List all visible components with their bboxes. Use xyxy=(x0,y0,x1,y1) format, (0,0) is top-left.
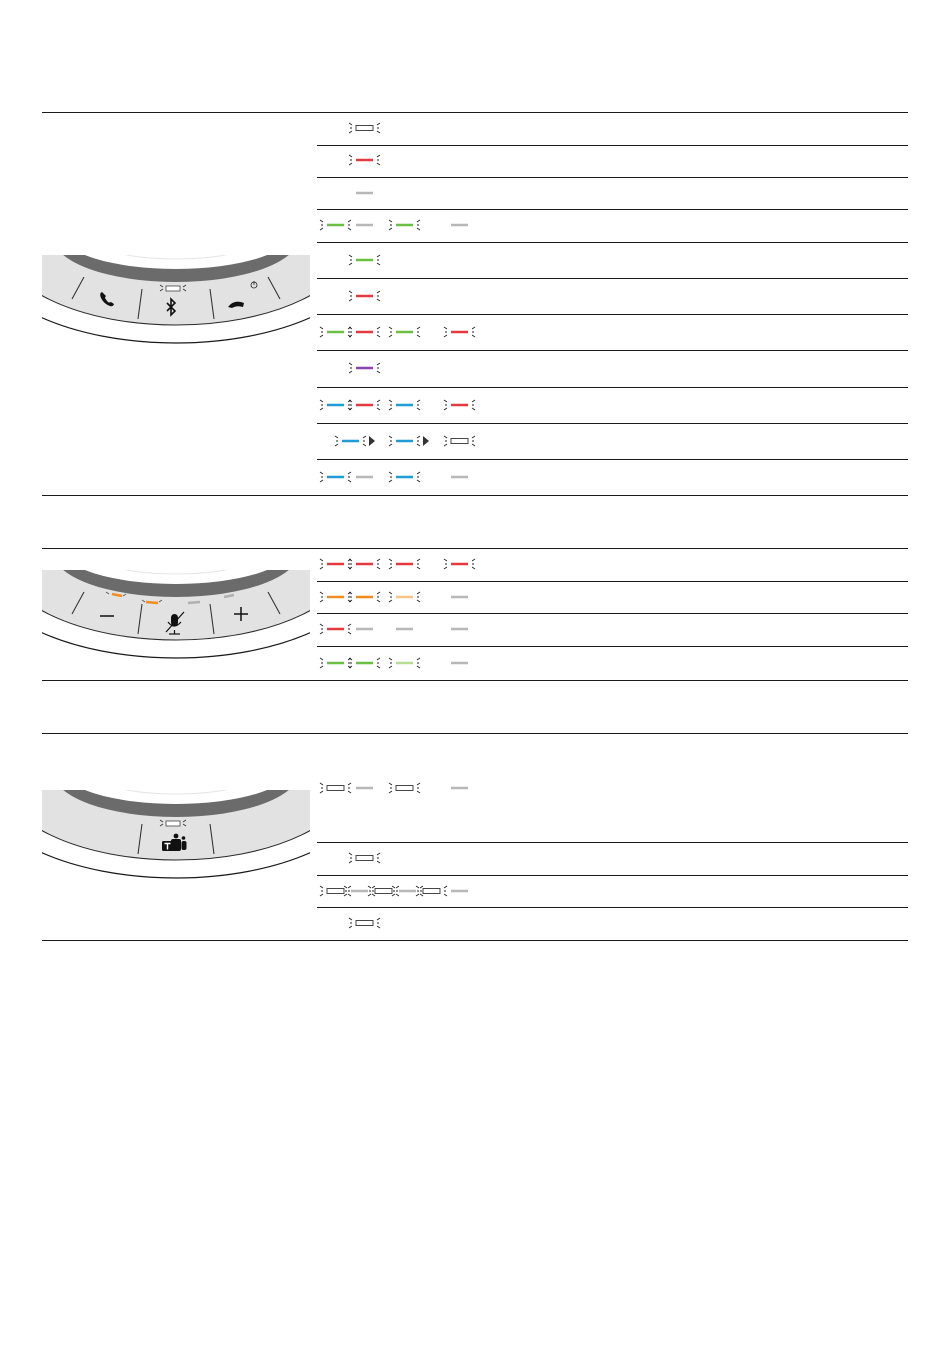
row-rule xyxy=(317,423,908,424)
section-rule xyxy=(42,548,908,549)
led-indicator xyxy=(389,592,420,602)
led-indicator xyxy=(389,400,420,410)
led-indicator xyxy=(389,220,420,230)
led-pattern-row xyxy=(317,325,537,339)
led-indicator xyxy=(320,220,351,230)
led-indicator xyxy=(320,327,351,337)
led-pattern-row xyxy=(317,218,537,232)
section-rule xyxy=(42,733,908,734)
row-rule xyxy=(317,177,908,178)
led-pattern-row xyxy=(317,121,537,135)
led-pattern-row xyxy=(317,656,537,670)
teams-panel xyxy=(42,790,310,880)
row-rule xyxy=(317,581,908,582)
row-rule xyxy=(317,907,908,908)
section-rule xyxy=(42,680,908,681)
row-rule xyxy=(317,242,908,243)
led-indicator xyxy=(349,400,380,410)
row-rule xyxy=(317,145,908,146)
row-rule xyxy=(317,209,908,210)
sequence-arrow-icon xyxy=(369,436,375,446)
led-indicator xyxy=(349,363,380,373)
led-pattern-row xyxy=(317,470,537,484)
led-indicator xyxy=(320,472,351,482)
led-pattern-row xyxy=(317,253,537,267)
row-rule xyxy=(317,459,908,460)
led-pattern-row xyxy=(317,590,537,604)
led-pattern-row xyxy=(317,153,537,167)
led-indicator xyxy=(349,592,380,602)
led-indicator xyxy=(389,559,420,569)
led-indicator xyxy=(335,436,375,446)
led-indicator xyxy=(349,123,380,133)
led-indicator xyxy=(349,918,380,928)
led-indicator xyxy=(389,783,420,793)
led-indicator xyxy=(389,658,420,668)
row-rule xyxy=(317,842,908,843)
led-indicator xyxy=(349,327,380,337)
section-rule xyxy=(42,495,908,496)
led-pattern-row xyxy=(317,781,537,795)
led-indicator xyxy=(444,559,475,569)
led-indicator xyxy=(349,559,380,569)
led-indicator xyxy=(320,783,351,793)
led-pattern-row xyxy=(317,557,537,571)
section-rule xyxy=(42,940,908,941)
led-indicator xyxy=(349,155,380,165)
section-rule xyxy=(42,112,908,113)
led-pattern-row xyxy=(317,398,537,412)
row-rule xyxy=(317,613,908,614)
led-pattern-row xyxy=(317,851,537,865)
sequence-arrow-icon xyxy=(423,436,429,446)
led-pattern-row xyxy=(317,916,537,930)
led-indicator xyxy=(444,436,475,446)
row-rule xyxy=(317,875,908,876)
led-pattern-row xyxy=(317,289,537,303)
row-rule xyxy=(317,387,908,388)
led-indicator xyxy=(320,658,351,668)
led-indicator xyxy=(389,472,420,482)
led-indicator xyxy=(320,624,351,634)
row-rule xyxy=(317,646,908,647)
led-pattern-row xyxy=(317,884,537,898)
volume-mute-panel xyxy=(42,570,310,662)
led-indicator xyxy=(320,592,351,602)
led-indicator xyxy=(389,327,420,337)
led-indicator xyxy=(444,327,475,337)
row-rule xyxy=(317,314,908,315)
row-rule xyxy=(317,350,908,351)
led-pattern-row xyxy=(317,434,537,448)
led-indicator xyxy=(320,559,351,569)
led-pattern-row xyxy=(317,186,537,200)
led-indicator xyxy=(444,400,475,410)
led-indicator xyxy=(349,853,380,863)
led-pattern-row xyxy=(317,361,537,375)
led-indicator xyxy=(349,658,380,668)
led-pattern-row xyxy=(317,622,537,636)
call-bluetooth-panel xyxy=(42,255,310,347)
led-indicator xyxy=(320,400,351,410)
led-indicator xyxy=(349,291,380,301)
led-indicator xyxy=(389,436,429,446)
row-rule xyxy=(317,278,908,279)
led-indicator xyxy=(349,255,380,265)
